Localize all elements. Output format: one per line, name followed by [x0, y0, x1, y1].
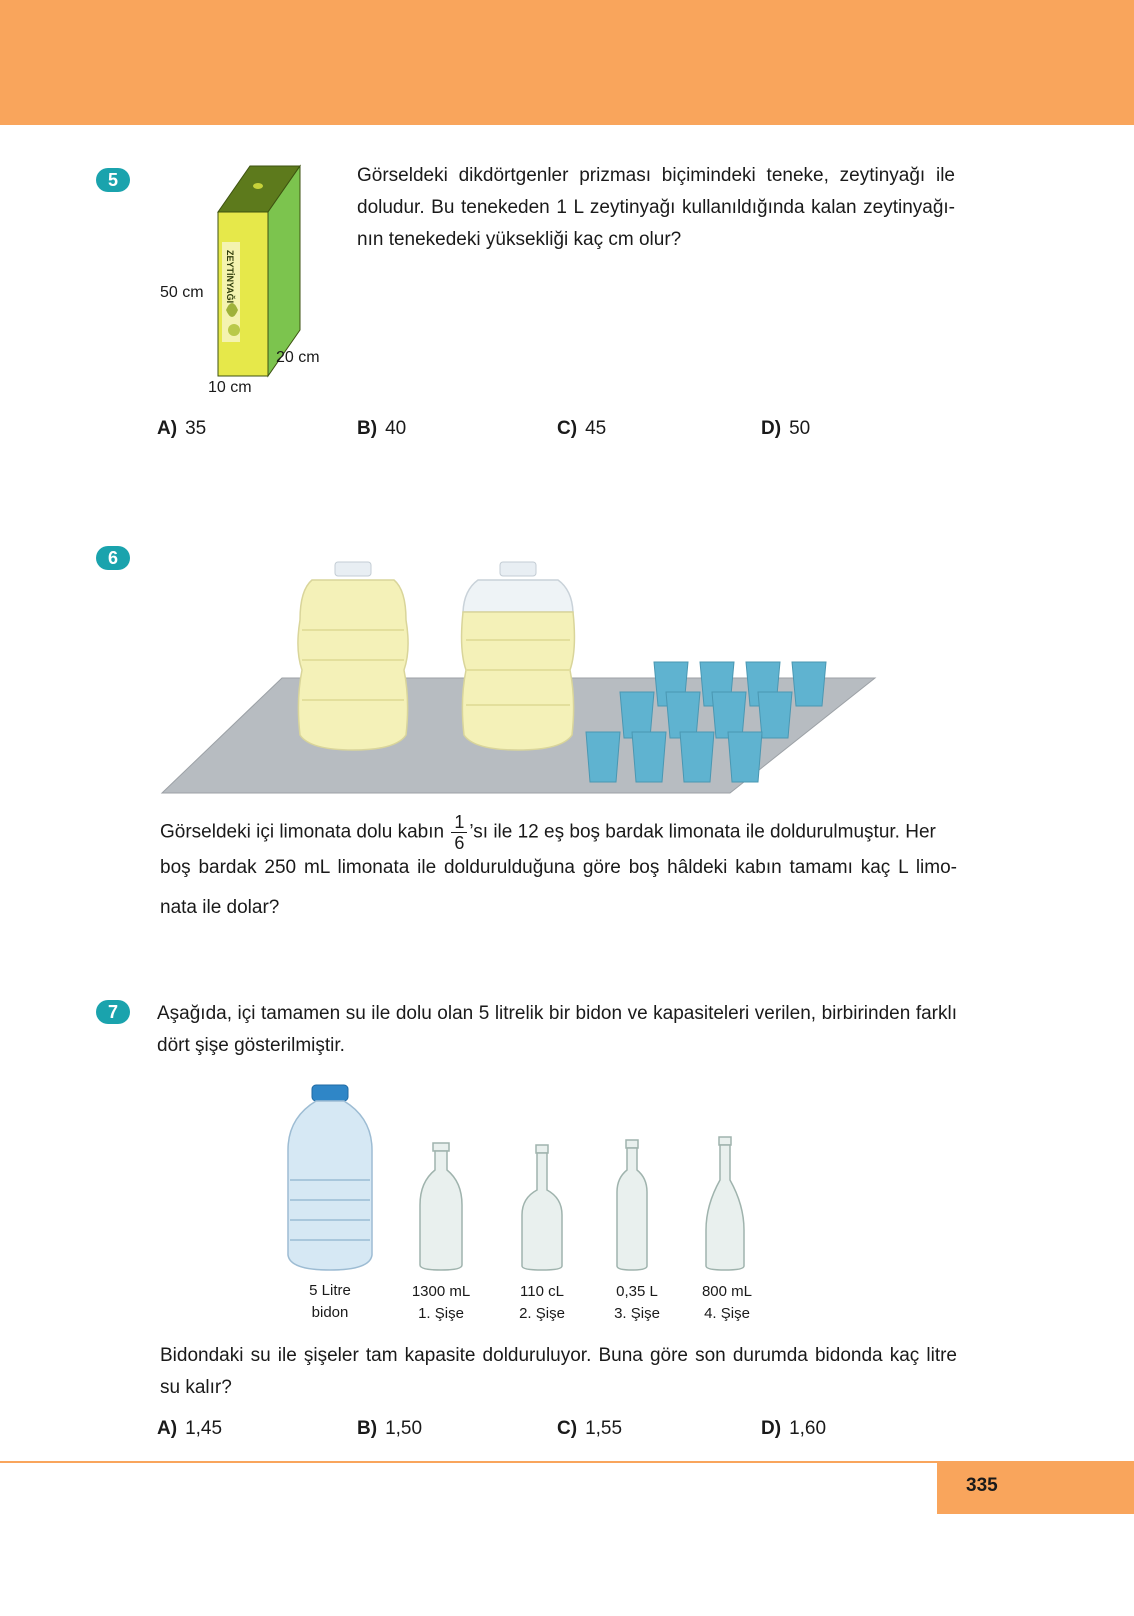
- question-7-line-1: Bidondaki su ile şişeler tam kapasite dolduruluyor. Buna göre son durumda bidonda kaç litre: [160, 1345, 957, 1366]
- page-number: 335: [966, 1475, 998, 1496]
- dimension-height-label: 50 cm: [160, 284, 204, 301]
- dimension-depth-label: 20 cm: [276, 349, 320, 366]
- bottle-4: [706, 1137, 744, 1270]
- question-5-line-1: Görseldeki dikdörtgenler prizması biçimindeki teneke, zeytinyağı ile: [357, 165, 955, 186]
- q5-option-d[interactable]: D) 50: [761, 418, 811, 439]
- question-5-badge: 5: [96, 168, 130, 192]
- question-6-line-1: Görseldeki içi limonata dolu kabın $\frac{1}{6}$ ’sı ile 12 eş boş bardak limonata ile doldurulmuştur. Her: [160, 812, 936, 853]
- question-7-line-2: su kalır?: [160, 1377, 232, 1398]
- question-6-badge: 6: [96, 546, 130, 570]
- q7-option-d[interactable]: D) 1,60: [761, 1418, 827, 1439]
- caption-bottle-1: 1300 mL 1. Şişe: [411, 1283, 471, 1322]
- q5-option-c[interactable]: C) 45: [557, 418, 607, 439]
- dimension-width-label: 10 cm: [208, 379, 252, 396]
- q5-option-a[interactable]: A) 35: [157, 418, 207, 439]
- bottle-2: [522, 1145, 562, 1270]
- question-5-line-2: doludur. Bu tenekeden 1 L zeytinyağı kullanıldığında kalan zeytinyağı-: [357, 197, 955, 218]
- fraction-one-sixth: $\frac{1}{6}$: [451, 812, 467, 853]
- q5-option-b[interactable]: B) 40: [357, 418, 407, 439]
- question-5-line-3: nın tenekedeki yüksekliği kaç cm olur?: [357, 229, 682, 250]
- caption-bottle-3: 0,35 L 3. Şişe: [614, 1283, 660, 1322]
- q7-option-c[interactable]: C) 1,55: [557, 1418, 623, 1439]
- bottle-3: [617, 1140, 647, 1270]
- question-7-badge: 7: [96, 1000, 130, 1024]
- question-6-line-3: nata ile dolar?: [160, 897, 280, 918]
- water-bidon: [288, 1085, 372, 1270]
- caption-bidon: 5 Litre bidon: [309, 1282, 351, 1321]
- q7-option-b[interactable]: B) 1,50: [357, 1418, 423, 1439]
- question-7-intro-line-1: Aşağıda, içi tamamen su ile dolu olan 5 litrelik bir bidon ve kapasiteleri verilen, birbirinden farklı: [157, 1003, 957, 1024]
- caption-bottle-4: 800 mL 4. Şişe: [701, 1283, 753, 1322]
- caption-bottle-2: 110 cL 2. Şişe: [519, 1283, 565, 1322]
- question-7-intro-line-2: dört şişe gösterilmiştir.: [157, 1035, 345, 1056]
- question-6-line-2: boş bardak 250 mL limonata ile doldurulduğuna göre boş hâldeki kabın tamamı kaç L limo-: [160, 857, 957, 878]
- can-label: ZEYTİNYAĞI: [225, 250, 235, 304]
- bottle-1: [420, 1143, 462, 1270]
- q7-option-a[interactable]: A) 1,45: [157, 1418, 223, 1439]
